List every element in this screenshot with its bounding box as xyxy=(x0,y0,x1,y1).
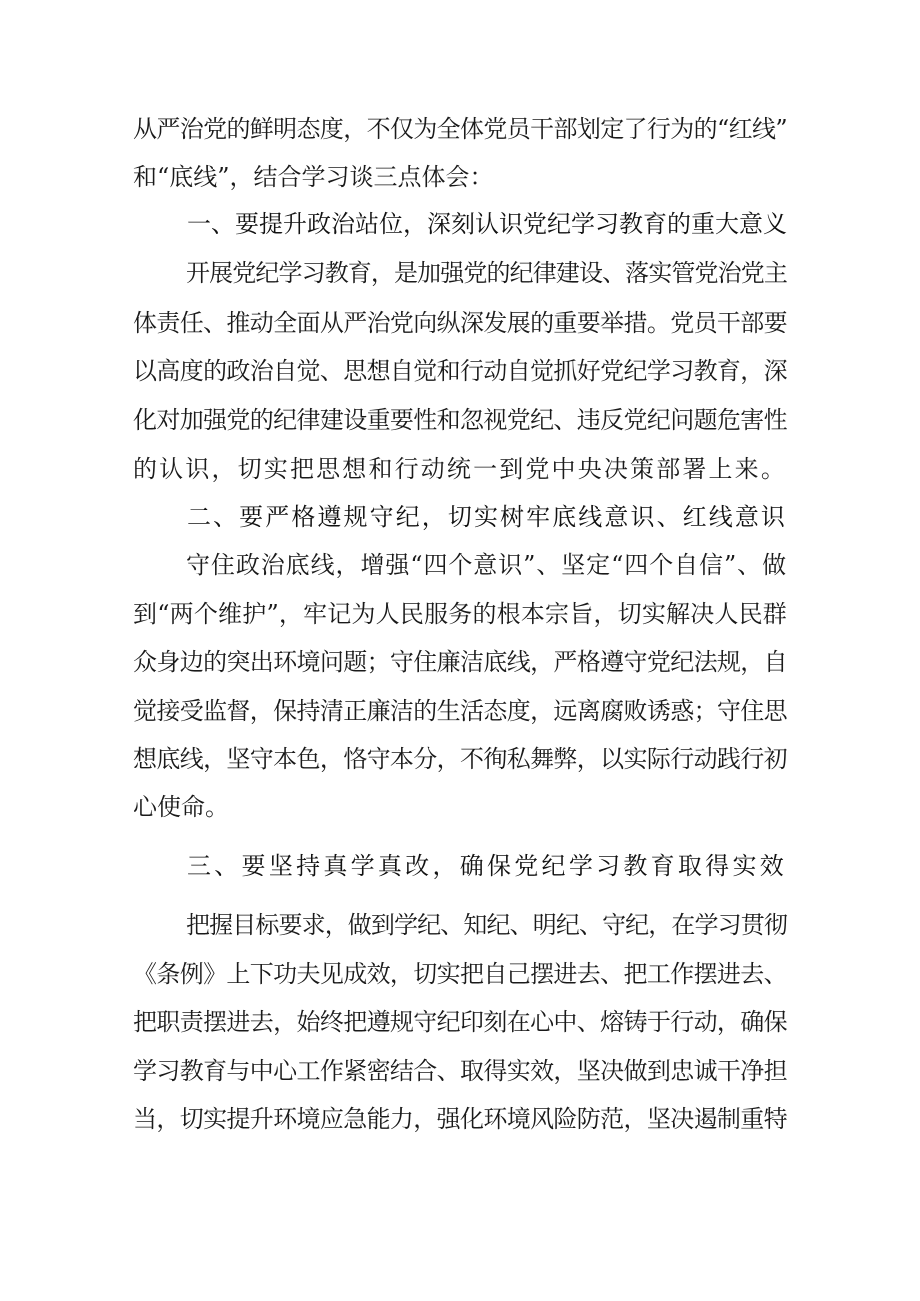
text-line: 到“两个维护”，牢记为人民服务的根本宗旨，切实解决人民群 xyxy=(133,600,787,628)
section-heading-3: 三、要坚持真学真改，确保党纪学习教育取得实效 xyxy=(187,852,788,880)
text-line: 体责任、推动全面从严治党向纵深发展的重要举措。党员干部要 xyxy=(133,309,787,337)
text-line: 《条例》上下功夫见成效，切实把自己摆进去、把工作摆进去、 xyxy=(133,960,787,988)
text-line: 的认识，切实把思想和行动统一到党中央决策部署上来。 xyxy=(133,455,787,483)
text-line: 守住政治底线，增强“四个意识”、坚定“四个自信”、做 xyxy=(186,551,787,579)
text-line: 从严治党的鲜明态度，不仅为全体党员干部划定了行为的“红线” xyxy=(133,115,787,143)
text-line: 开展党纪学习教育，是加强党的纪律建设、落实管党治党主 xyxy=(186,259,787,287)
section-heading-1: 一、要提升政治站位，深刻认识党纪学习教育的重大意义 xyxy=(187,210,787,238)
text-line: 想底线，坚守本色，恪守本分，不徇私舞弊，以实际行动践行初 xyxy=(133,745,787,773)
text-line: 和“底线”，结合学习谈三点体会： xyxy=(133,163,494,191)
text-line: 把握目标要求，做到学纪、知纪、明纪、守纪，在学习贯彻 xyxy=(186,911,787,939)
text-line: 以高度的政治自觉、思想自觉和行动自觉抓好党纪学习教育，深 xyxy=(133,357,787,385)
text-line: 觉接受监督，保持清正廉洁的生活态度，远离腐败诱惑；守住思 xyxy=(133,697,787,725)
section-heading-2: 二、要严格遵规守纪，切实树牢底线意识、红线意识 xyxy=(187,503,787,531)
text-line: 心使命。 xyxy=(133,793,229,821)
text-line: 众身边的突出环境问题；守住廉洁底线，严格遵守党纪法规，自 xyxy=(133,648,787,676)
text-line: 学习教育与中心工作紧密结合、取得实效，坚决做到忠诚干净担 xyxy=(133,1057,787,1085)
text-line: 当，切实提升环境应急能力，强化环境风险防范，坚决遏制重特 xyxy=(133,1105,787,1133)
text-line: 把职责摆进去，始终把遵规守纪印刻在心中、熔铸于行动，确保 xyxy=(133,1008,787,1036)
text-line: 化对加强党的纪律建设重要性和忽视党纪、违反党纪问题危害性 xyxy=(133,406,787,434)
